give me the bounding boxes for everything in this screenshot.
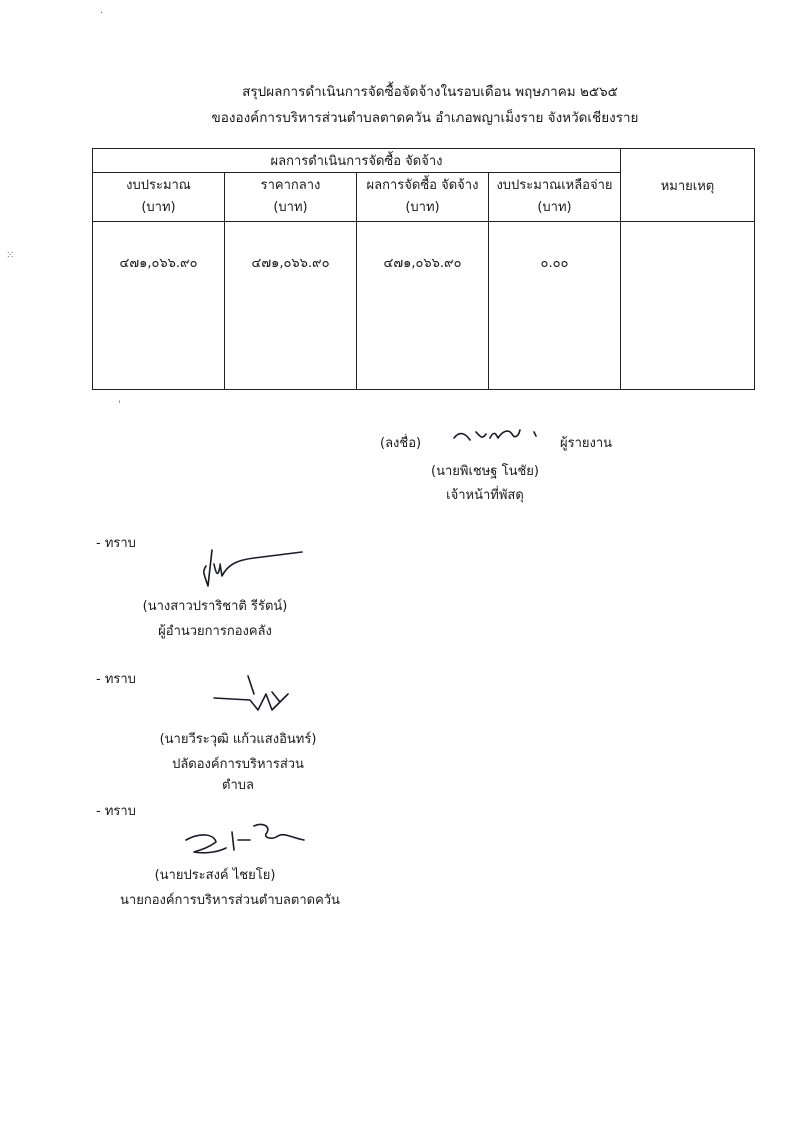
- reporter-name: (นายพิเชษฐ โนชัย): [431, 464, 539, 479]
- column-header-unit: (บาท): [273, 200, 308, 215]
- reporter-sign-suffix: ผู้รายงาน: [560, 436, 613, 451]
- ack-name-2: (นายวีระวุฒิ แก้วแสงอินทร์): [159, 732, 317, 747]
- cell-procurement-result: ๔๗๑,๐๖๖.๙๐: [357, 222, 489, 390]
- group-header: ผลการดำเนินการจัดซื้อ จัดจ้าง: [93, 149, 621, 173]
- reporter-position: เจ้าหน้าที่พัสดุ: [446, 488, 524, 503]
- finance-director-signature: [198, 544, 308, 592]
- column-header-median-price: [225, 173, 357, 222]
- ack-label-2: - ทราบ: [96, 672, 136, 687]
- column-header-label: ราคากลาง: [260, 178, 321, 193]
- cell-remaining-budget: ๐.๐๐: [489, 222, 621, 390]
- column-header-budget: [93, 173, 225, 222]
- remark-header: หมายเหตุ: [621, 149, 755, 222]
- ack-label-1: - ทราบ: [96, 536, 136, 551]
- scan-speck: ·: [100, 8, 104, 19]
- column-header-label: งบประมาณเหลือจ่าย: [496, 178, 613, 193]
- ack-position-1: ผู้อำนวยการกองคลัง: [158, 624, 272, 639]
- document-title-line1: สรุปผลการดำเนินการจัดซื้อจัดจ้างในรอบเดือน พฤษภาคม ๒๕๖๕: [242, 84, 618, 100]
- ack-position-2: ปลัดองค์การบริหารส่วนตำบล: [172, 757, 304, 793]
- column-header-label: งบประมาณ: [126, 178, 191, 193]
- procurement-summary-table: [92, 148, 755, 390]
- document-title-line2: ขององค์การบริหารส่วนตำบลตาดควัน อำเภอพญาเม็งราย จังหวัดเชียงราย: [211, 110, 639, 126]
- scan-speck: ˈ: [118, 400, 121, 411]
- ack-label-3: - ทราบ: [96, 804, 136, 819]
- column-header-remaining-budget: [489, 173, 621, 222]
- column-header-unit: (บาท): [141, 200, 176, 215]
- column-header-label: ผลการจัดซื้อ จัดจ้าง: [366, 178, 479, 193]
- reporter-sign-prefix: (ลงชื่อ): [380, 436, 422, 451]
- ack-position-3: นายกองค์การบริหารส่วนตำบลตาดควัน: [120, 893, 340, 908]
- scan-speck: ⁙: [6, 250, 15, 261]
- ack-name-3: (นายประสงค์ ไชยโย): [154, 868, 276, 883]
- cell-remark: [621, 222, 755, 390]
- column-header-procurement-result: [357, 173, 489, 222]
- cell-median-price: ๔๗๑,๐๖๖.๙๐: [225, 222, 357, 390]
- column-header-unit: (บาท): [405, 200, 440, 215]
- sao-chief-signature: [180, 818, 310, 860]
- reporter-signature: [452, 420, 542, 450]
- chief-administrator-signature: [210, 672, 300, 718]
- ack-name-1: (นางสาวปราริชาติ รีรัตน์): [142, 599, 288, 614]
- column-header-unit: (บาท): [537, 200, 572, 215]
- cell-budget: ๔๗๑,๐๖๖.๙๐: [93, 222, 225, 390]
